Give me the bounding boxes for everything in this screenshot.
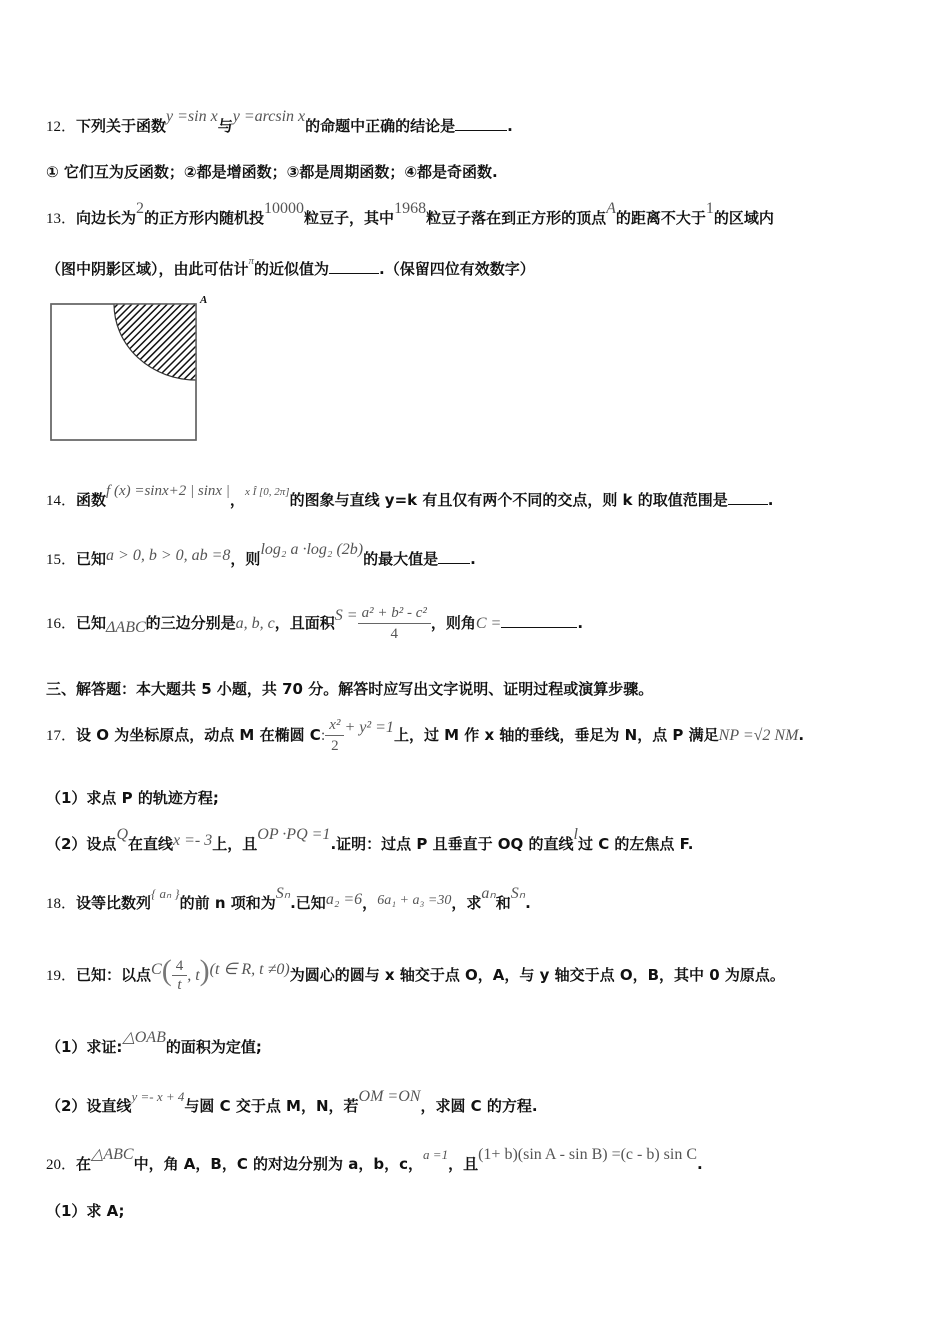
- q13-text-2: 的正方形内随机投: [144, 209, 265, 227]
- q20-triangle-abc: △ABC: [91, 1146, 134, 1163]
- q16-answer-blank: [501, 613, 577, 628]
- q18-condition: 6a₁ + a₃ =30: [377, 893, 452, 908]
- q19-frac-numerator: 4: [172, 957, 188, 976]
- q18-period: .: [525, 894, 531, 912]
- q17-ellipse-rest: + y² =1: [344, 719, 394, 736]
- q13-text-4: 粒豆子落在到正方形的顶点: [426, 209, 607, 227]
- q20-part-1: （1）求 A;: [46, 1202, 125, 1220]
- q17-line: [46, 710, 804, 760]
- q16-triangle: ΔABC: [106, 619, 146, 636]
- q17-part-2: [46, 826, 694, 854]
- q19-om-on: OM =ON: [358, 1088, 421, 1105]
- q20-a-equals-1: a =1: [423, 1147, 449, 1162]
- q20-text-1: 在: [76, 1155, 92, 1173]
- q20-number: 20．: [46, 1157, 77, 1173]
- q14-answer-blank: [728, 490, 768, 505]
- q12-formula-sin: y =sin x: [166, 108, 218, 125]
- q17-p2-text-2: 在直线: [128, 835, 174, 853]
- q19-p1-text-2: 的面积为定值;: [165, 1038, 262, 1056]
- q13-pi: π: [248, 255, 255, 267]
- q12-answer-blank: [455, 116, 507, 131]
- q12-formula-arcsin: y =arcsin x: [232, 108, 306, 125]
- q18-number: 18．: [46, 896, 77, 912]
- q13-side-length: 2: [136, 200, 145, 217]
- q16-sides: a, b, c: [235, 615, 275, 632]
- q13-text-7: （图中阴影区域），由此可估计: [46, 260, 249, 278]
- q17-text-1: 设 O 为坐标原点，动点 M 在椭圆 C: [76, 726, 321, 744]
- q13-line-2: [46, 255, 535, 279]
- q15-condition: a > 0, b > 0, ab =8: [106, 547, 231, 564]
- q15-text-3: 的最大值是: [363, 550, 439, 568]
- q17-number: 17．: [46, 728, 77, 744]
- q17-colon: :: [320, 727, 326, 744]
- q17-p2-text-5: 过 C 的左焦点 F.: [577, 835, 694, 853]
- q13-text-8: 的近似值为: [254, 260, 330, 278]
- q15-text-1: 已知: [76, 550, 107, 568]
- q16-text-2: 的三边分别是: [145, 614, 236, 632]
- q18-text-3: .已知: [290, 894, 326, 912]
- q13-figure: [46, 290, 216, 446]
- q12-text-2: 与: [217, 117, 233, 135]
- q16-text-3: ，且面积: [274, 614, 335, 632]
- q19-number: 19．: [46, 968, 77, 984]
- q14-function: f (x) =sinx+2 | sinx |: [106, 483, 230, 499]
- q17-period: .: [798, 726, 805, 744]
- q13-distance: 1: [705, 200, 714, 217]
- q16-line: [46, 598, 583, 648]
- q14-domain: x Î [0, 2π]: [244, 486, 290, 498]
- q17-frac-numerator: x²: [325, 715, 344, 736]
- q16-period: .: [577, 614, 584, 632]
- vertex-a-label: A: [200, 294, 208, 306]
- q13-text-1: 向边长为: [76, 209, 137, 227]
- q17-part-1: （1）求点 P 的轨迹方程;: [46, 789, 219, 807]
- q19-line-eq: y =- x + 4: [131, 1089, 185, 1104]
- q17-line-l: l: [573, 826, 578, 843]
- q16-frac-numerator: a² + b² - c²: [358, 603, 431, 624]
- q19-part-2: [46, 1088, 538, 1116]
- q15-text-2: ，则: [230, 550, 261, 568]
- q12-line: [46, 108, 513, 136]
- q13-total-beans: 10000: [264, 200, 305, 217]
- q17-frac-denominator: 2: [331, 738, 339, 754]
- q16-text-1: 已知: [76, 614, 107, 632]
- q20-period: .: [697, 1155, 703, 1173]
- q20-equation: (1+ b)(sin A - sin B) =(c - b) sin C: [478, 1146, 698, 1163]
- q17-p2-text-1: （2）设点: [46, 835, 117, 853]
- q12-text-3: 的命题中正确的结论是: [305, 117, 456, 135]
- q13-text-6: 的区域内: [713, 209, 774, 227]
- q17-line-x: x =- 3: [173, 832, 213, 849]
- q13-answer-blank: [329, 259, 379, 274]
- q18-a2: a₂ =6: [325, 891, 363, 908]
- q19-triangle-oab: △OAB: [122, 1029, 166, 1046]
- q14-period: .: [767, 491, 774, 509]
- q19-p1-text-1: （1）求证:: [46, 1038, 123, 1056]
- q18-sequence: { aₙ }: [151, 886, 180, 901]
- q15-line: [46, 541, 476, 569]
- q18-sn-2: Sₙ: [510, 885, 526, 902]
- q12-text-1: 下列关于函数: [76, 117, 167, 135]
- q14-number: 14．: [46, 493, 77, 509]
- q18-sn: Sₙ: [275, 885, 291, 902]
- q18-text-2: 的前 n 项和为: [179, 894, 276, 912]
- q17-point-q: Q: [116, 826, 128, 843]
- q15-number: 15．: [46, 552, 77, 568]
- q19-p2-text-2: 与圆 C 交于点 M，N，若: [184, 1097, 359, 1115]
- q19-frac-denominator: t: [177, 977, 182, 993]
- q12-period: .: [507, 117, 513, 135]
- q16-area-s: S =: [334, 607, 358, 624]
- q14-line: [46, 483, 774, 510]
- q17-p2-text-3: 上，且: [212, 835, 258, 853]
- q16-angle-c: C =: [475, 615, 502, 632]
- q13-text-3: 粒豆子，其中: [304, 209, 395, 227]
- q18-comma: ，: [362, 894, 378, 912]
- q19-line: 19．已知：以点C( $\frac{4}{t}$ , t)(t ∈ R, t ≠0)为圆心的圆与 x 轴交于点 O，A，与 y 轴交于点 O，B，其中 0 为原点。: [46, 944, 785, 998]
- q13-vertex-a: A: [606, 200, 616, 217]
- q13-beans-in-region: 1968: [394, 200, 427, 217]
- q17-p2-text-4: .证明：过点 P 且垂直于 OQ 的直线: [330, 835, 574, 853]
- q16-area-fraction: [358, 603, 431, 644]
- q12-options: ① 它们互为反函数；②都是增函数；③都是周期函数；④都是奇函数.: [46, 163, 498, 181]
- q19-p2-text-3: ，求圆 C 的方程.: [420, 1097, 538, 1115]
- q17-ellipse-fraction: [325, 715, 344, 756]
- q13-text-9: .（保留四位有效数字）: [379, 260, 535, 278]
- q16-frac-denominator: 4: [390, 626, 398, 642]
- q14-text-1: 函数: [76, 491, 107, 509]
- q19-p2-text-1: （2）设直线: [46, 1097, 132, 1115]
- q18-text-6: 和: [495, 894, 511, 912]
- q20-text-3: ，且: [448, 1155, 479, 1173]
- section-3-heading: 三、解答题：本大题共 5 小题，共 70 分。解答时应写出文字说明、证明过程或演算步骤。: [46, 680, 654, 698]
- q14-comma: ，: [229, 491, 245, 509]
- q12-number: 12．: [46, 119, 77, 135]
- q19-center-fraction: [172, 957, 188, 994]
- q20-line: [46, 1146, 703, 1174]
- q19-part-1: [46, 1029, 262, 1057]
- q13-number: 13．: [46, 211, 77, 227]
- q15-answer-blank: [438, 549, 470, 564]
- q19-center-c: C: [151, 961, 162, 978]
- q19-center-t: , t: [187, 967, 200, 984]
- q16-text-4: ，则角: [430, 614, 476, 632]
- q18-text-5: ，求: [451, 894, 482, 912]
- q17-dot-product: OP ·PQ =1: [257, 826, 331, 843]
- q16-number: 16．: [46, 616, 77, 632]
- q19-t-condition: (t ∈ R, t ≠0): [209, 961, 290, 978]
- q13-line-1: [46, 200, 774, 228]
- q17-text-2: 上，过 M 作 x 轴的垂线，垂足为 N，点 P 满足: [393, 726, 719, 744]
- q18-line: [46, 885, 531, 913]
- q15-expression: log₂ a ·log₂ (2b): [260, 541, 364, 558]
- q18-text-1: 设等比数列: [76, 894, 152, 912]
- q19-text-1: 已知：以点: [76, 966, 152, 984]
- q14-text-2: 的图象与直线 y=k 有且仅有两个不同的交点，则 k 的取值范围是: [289, 491, 728, 509]
- q15-period: .: [470, 550, 476, 568]
- q18-an: aₙ: [481, 885, 496, 902]
- q19-text-2: 为圆心的圆与 x 轴交于点 O，A，与 y 轴交于点 O，B，其中 0 为原点。: [289, 966, 785, 984]
- q13-text-5: 的距离不大于: [615, 209, 706, 227]
- q17-vector-relation: NP =√2 NM: [718, 727, 799, 744]
- q20-text-2: 中，角 A，B，C 的对边分别为 a，b，c，: [133, 1155, 424, 1173]
